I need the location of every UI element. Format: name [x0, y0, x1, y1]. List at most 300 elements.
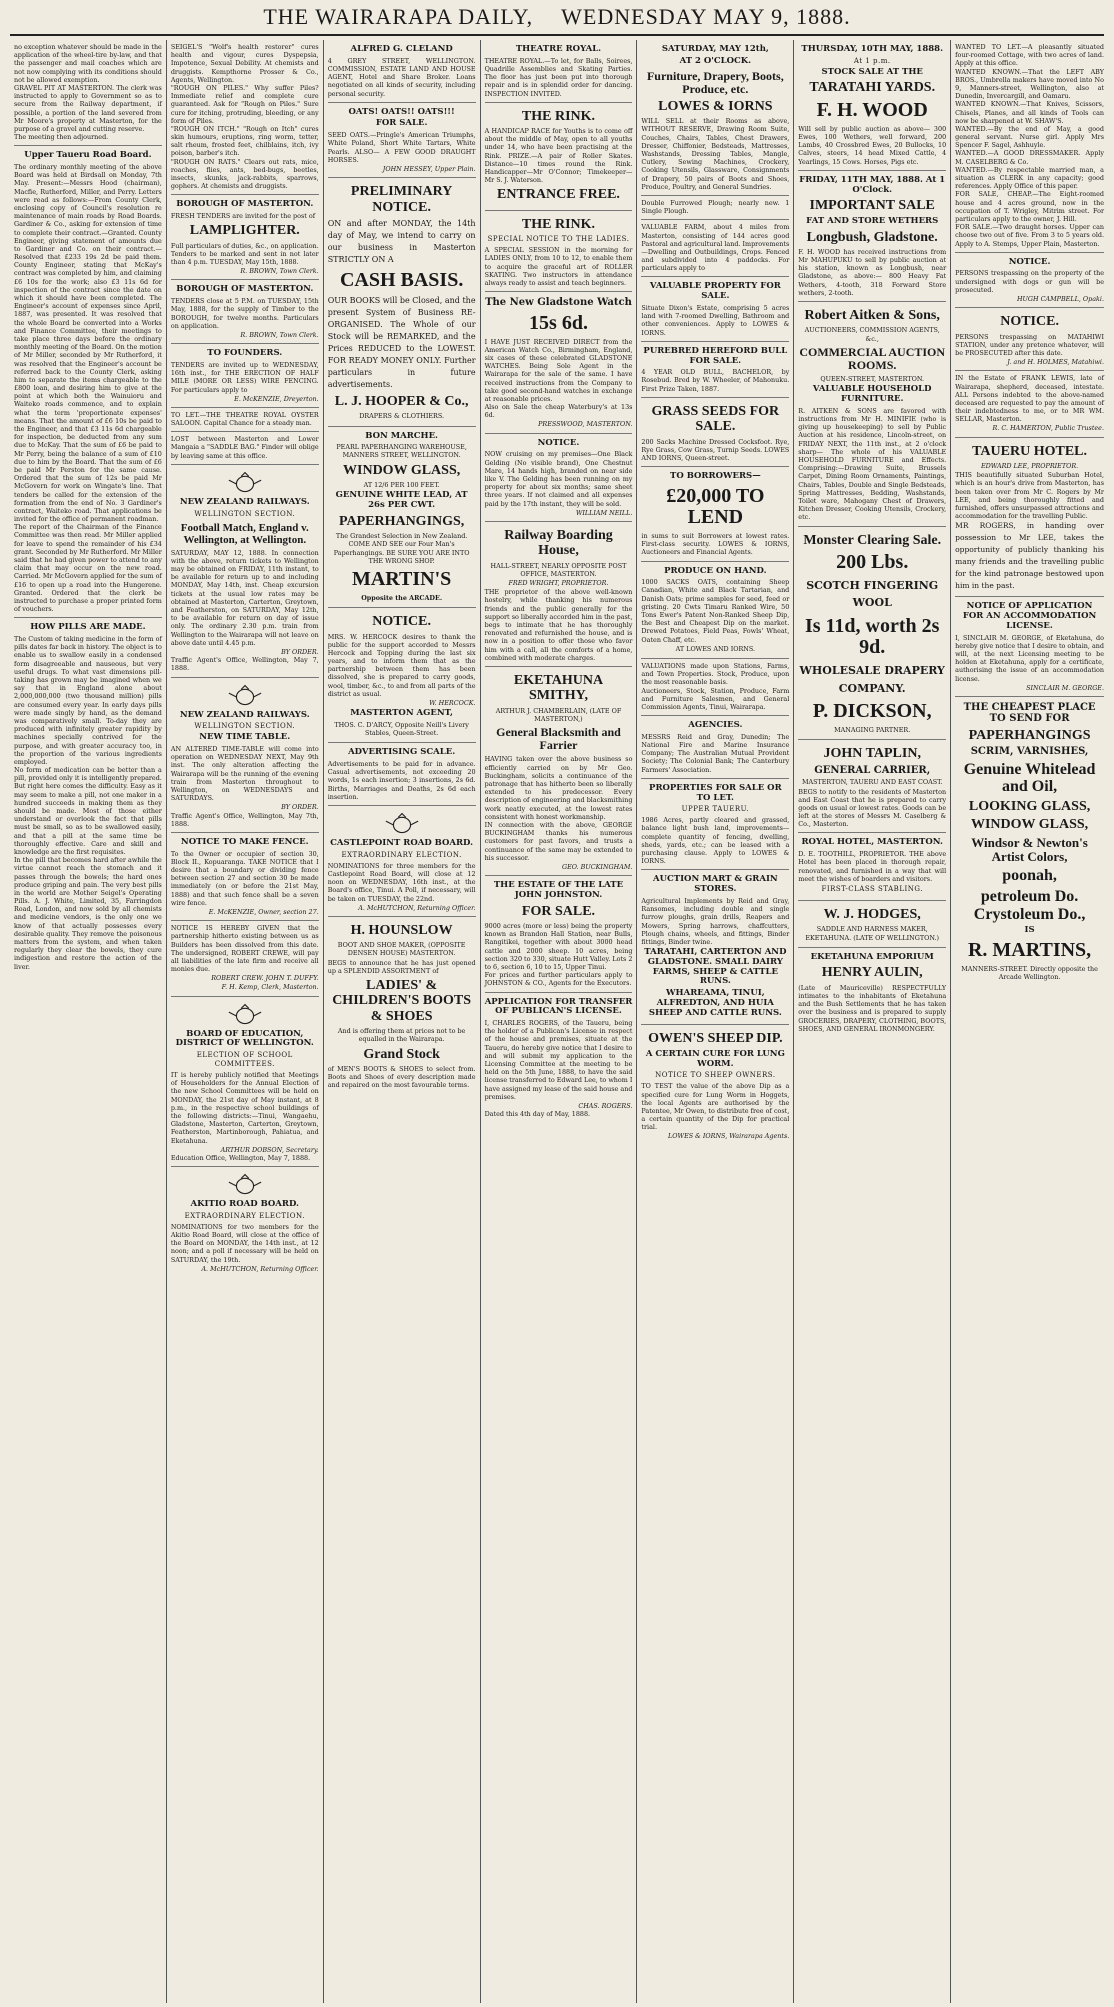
ad-trespass-holmes — [955, 308, 1104, 371]
masthead — [10, 0, 1104, 36]
ad-text: HALL-STREET, NEARLY OPPOSITE POST OFFICE, MASTERTON. — [490, 561, 627, 578]
ad-subheading: ELECTION OF SCHOOL COMMITTEES. — [196, 1051, 293, 1069]
column-6 — [794, 40, 951, 2003]
ad-heading: WHOLESALE DRAPERY COMPANY. — [799, 664, 945, 695]
ad-subheading: NOTICE TO SHEEP OWNERS. — [655, 1071, 776, 1080]
ad-subheading: EXTRAORDINARY ELECTION. — [184, 1211, 305, 1220]
ad-text: BEGS to notify to the residents of Masterton and East Coast that he is prepared to carry goods on usual or lowest rates. Goods can be left at the stores of Messrs M. Caselberg & Co., Masterton. — [798, 787, 947, 829]
ad-text: NOMINATIONS for three members for the Castlepoint Road Board, will close at 12 noon on WEDNESDAY, 16th inst., at the Board's office, Tinui. A Poll, if necessary, will be taken on TUESDAY, the 22nd. — [327, 861, 476, 903]
ad-heading: 15s 6d. — [529, 311, 588, 334]
ad-railways-timetable — [171, 678, 319, 833]
ad-trespass-campbell — [955, 253, 1104, 309]
ad-bull — [641, 342, 789, 398]
ad-emporium — [798, 948, 946, 1037]
ad-bon-marche — [328, 427, 476, 609]
article-text: No form of medication can be better than a pill, provided only it is intelligently prepared. But right here comes the difficulty. Easy as it may seem to make a pill, not one maker in a hundred succeeds in making them as they should be made. Most of those either understand or overlook the fact that pills must be small, so as to be swallowed easily, and that a pill at the same time be thoroughly effective. Care and skill and knowledge are the first requisites. — [14, 766, 162, 856]
ad-signature: W. HERCOCK. — [429, 699, 476, 707]
ad-text: The Grandest Selection in New Zealand. COME AND SEE our Four Man's Paperhangings. BE SURE YOU ARE INTO THE WRONG SHOP. — [333, 532, 470, 565]
ad-text: AN ALTERED TIME-TABLE will come into operation on WEDNESDAY NEXT, May 9th inst. The only alteration affecting the Wairarapa will be the running of the evening train from Masterton throughout to Wellington, on WEDNESDAYS and SATURDAYS. — [170, 745, 319, 803]
ad-heading: GENUINE WHITE LEAD, AT 26s PER CWT. — [335, 490, 468, 511]
ad-heading: Railway Boarding House, — [504, 527, 613, 559]
ad-heading: W. J. HODGES, — [823, 906, 921, 922]
ad-text: TO LET.—THE THEATRE ROYAL OYSTER SALOON. Capital Chance for a steady man. — [170, 410, 319, 428]
ad-heading: NEW TIME TABLE. — [199, 732, 291, 743]
ad-text: Advertisements to be paid for in advance. Casual advertisements, not exceeding 20 words, 1s each insertion; 3 insertions, 2s 6d. Births, Marriages and Deaths, 2s 6d each insertion. — [327, 760, 476, 801]
ad-heading: GRASS SEEDS FOR SALE. — [651, 403, 780, 435]
column-3 — [324, 40, 481, 2003]
ad-signature: CHAS. ROGERS. — [578, 1101, 633, 1110]
ad-signature: FRED WRIGHT, PROPRIETOR. — [508, 579, 609, 588]
ad-text: MESSRS Reid and Gray, Dunedin; The National Fire and Marine Insurance Company; The Australian Mutual Provident Society; The Colonial Bank; The Canterbury Farmers' Association. — [641, 732, 790, 774]
ad-heading: THE RINK. — [521, 216, 596, 232]
ad-signature: R. C. HAMERTON, Public Trustee. — [992, 424, 1104, 433]
ad-text: Education Office, Wellington, May 7, 1888. — [170, 1153, 311, 1162]
ad-akitio — [171, 1167, 319, 1277]
ad-text: SADDLE AND HARNESS MAKER, EKETAHUNA. (LATE OF WELLINGTON.) — [805, 925, 940, 942]
ad-heading: EKETAHUNA EMPORIUM — [810, 951, 934, 962]
ad-railways-football — [171, 465, 319, 678]
ad-text: And is offering them at prices not to be equalled in the Wairarapa. — [337, 1027, 466, 1044]
column-2 — [167, 40, 324, 2003]
ad-license-transfer — [485, 993, 633, 1123]
ad-text: "ROUGH ON PILES." Why suffer Piles? Immediate relief and complete cure guaranteed. Ask for "Rough on Piles." Sure cure for itching, protruding, bleeding, or any form of Piles. — [170, 83, 319, 125]
ad-heading: ADVERTISING SCALE. — [348, 747, 456, 758]
royal-crest-icon — [226, 1003, 264, 1027]
ad-heading: Football Match, England v. Wellington, at Wellington. — [180, 521, 309, 546]
ad-heading: LAMPLIGHTER. — [189, 223, 300, 239]
ad-text: FRESH TENDERS are invited for the post of — [170, 212, 316, 221]
ad-heading: Longbush, Gladstone. — [806, 229, 938, 245]
ad-royal-hotel — [798, 833, 946, 900]
ad-text: THE proprietor of the above well-known hostelry, while thanking his numerous friends and the public generally for the support so liberally accorded him in the past, begs to intimate that he has thoroughly renovated and refurnished the house, and is now in a position to offer those who favor him with a call, all the comforts of a home, combined with moderate charges. — [484, 588, 633, 662]
ad-heading: OATS! OATS!! OATS!!! — [348, 106, 455, 117]
column-1 — [10, 40, 167, 2003]
ad-text: I HAVE JUST RECEIVED DIRECT from the American Watch Co., Birmingham, England, six cases of these celebrated GLADSTONE WATCHES. Being Sole Agent in the Wairarapa for the sale of the same. I have received instructions from the Company to take good second-hand watches in exchange at reasonable prices. — [484, 337, 633, 403]
ad-text: Also on Sale the cheap Waterbury's at 13s 6d. — [484, 403, 633, 420]
ad-text: LOST between Masterton and Lower Mangaia a "SADDLE BAG." Finder will oblige by leaving same at this office. — [170, 435, 319, 460]
ad-text: "ROUGH ON ITCH." "Rough on Itch" cures skin humours, eruptions, ring worm, tetter, salt rheum, frosted feet, chilblains, itch, ivy poison, barber's itch. — [170, 124, 319, 158]
ad-heading: MASTERTON AGENT, — [350, 708, 454, 719]
ad-heading: WHAREAMA, TINUI, ALFREDTON, AND HUIA SHEEP AND CATTLE RUNS. — [648, 988, 782, 1018]
ad-signature: SINCLAIR M. GEORGE. — [1026, 683, 1104, 692]
ad-hounslow — [328, 917, 476, 1094]
ad-text: VALUATIONS made upon Stations, Farms, and Town Properties. Stock, Produce, upon the most reasonable basis. — [641, 661, 790, 687]
ad-heading: WINDOW GLASS, — [343, 462, 461, 478]
columns — [10, 40, 1108, 2003]
ad-heading: THE RINK. — [521, 108, 596, 124]
ad-text: in sums to suit Borrowers at lowest rates. First-class security. LOWES & IORNS, Auctioneers and Financial Agents. — [641, 531, 790, 557]
ad-heading: VALUABLE HOUSEHOLD FURNITURE. — [812, 384, 932, 405]
ad-heading: PRELIMINARY NOTICE. — [350, 184, 453, 215]
ad-text: IN the Estate of FRANK LEWIS, late of Wairarapa, shepherd, deceased, intestate. ALL Persons indebted to the above-named deceased are requested to pay the amount of their indebtedness to me, or to MR WM. SELLAR, Masterton. — [955, 374, 1104, 424]
ad-clearing-sale — [798, 527, 946, 741]
ad-subheading: SPECIAL NOTICE TO THE LADIES. — [487, 235, 630, 244]
ad-signature: E. McKENZIE, Owner, section 27. — [208, 907, 319, 916]
ad-text: MASTERTON, TAUERU AND EAST COAST. — [801, 778, 943, 787]
ad-hooper — [328, 178, 476, 426]
ad-text: For prices and further particulars apply to JOHNSTON & CO., Agents for the Executors. — [484, 971, 633, 988]
ad-founders — [171, 344, 319, 408]
ad-partnership — [171, 921, 319, 997]
ad-heading: NOTICE. — [372, 614, 431, 630]
ad-heading: Robert Aitken & Sons, — [804, 308, 940, 324]
ad-signature: HUGH CAMPBELL, Opaki. — [1016, 295, 1104, 304]
ad-text: NOW cruising on my premises—One Black Gelding (No visible brand), One Chestnut Mare, 14 hands high, branded on near side like V. The Gelding has been running on my property for about six months; same sheet three years. If not claimed and all expenses paid by the 17th instant, they will be sold. — [484, 450, 633, 508]
ad-text: AUCTIONEERS, COMMISSION AGENTS, &c., — [804, 326, 940, 343]
ad-text: TENDERS close at 5 P.M. on TUESDAY, 15th May, 1888, for the supply of Timber to the BOROUGH, for twelve months. Particulars on application. — [170, 297, 319, 330]
royal-crest-icon — [383, 812, 421, 836]
ad-text: PERSONS trespassing on the property of the undersigned with dogs or gun will be prosecuted. — [955, 269, 1104, 294]
ad-heading: SATURDAY, MAY 12th, — [661, 44, 769, 54]
classified-text: WANTED TO LET.—A pleasantly situated four-roomed Cottage, with two acres of land. Apply at this office. — [955, 43, 1104, 68]
ad-heading: VALUABLE PROPERTY FOR SALE. — [649, 281, 781, 302]
ad-text: QUEEN-STREET, MASTERTON. — [820, 375, 925, 384]
ad-text: AT 12/6 PER 100 FEET. — [363, 481, 440, 490]
ad-heading: NOTICE. — [537, 437, 580, 448]
ad-heading: HENRY AULIN, — [821, 965, 923, 981]
ad-heading: BON MARCHE. — [365, 430, 439, 441]
ad-lowes-sale — [641, 40, 789, 196]
ad-heading: COMMERCIAL AUCTION ROOMS. — [799, 344, 946, 372]
article-text: The Custom of taking medicine in the form of pills dates far back in history. The object is to enable us to swallow easily in a condensed form disagreeable and nauseous, but very useful drugs. To what vast dimensions pill-taking has grown may be imagined when we say that in England alone about 2,000,000,000 (two thousand million) pills are consumed every year. In early days pills were made singly by hand, as the demand was comparatively small. To-day they are produced with infinitely greater rapidity by machines specially contrived for the purpose, and with greater accuracy too, in the proportion of the various ingredients employed. — [14, 635, 162, 766]
ad-wanted-classifieds — [955, 40, 1104, 253]
ad-text: A SPECIAL SESSION in the morning for LADIES ONLY, from 10 to 12, to enable them to acquire the graceful art of ROLLER SKATING. Two instructors in attendance always ready to assist and teach beginners. — [484, 246, 633, 287]
ad-text: Opposite the ARCADE. — [361, 593, 443, 602]
ad-theatre-royal — [485, 40, 633, 103]
ad-rink-race — [485, 103, 633, 211]
ad-heading: SCRIM, VARNISHES, — [970, 746, 1089, 758]
ad-signature: WILLIAM NEILL. — [575, 508, 633, 517]
ad-text: THOS. C. D'ARCY, Opposite Neill's Livery Stables, Queen-Street. — [334, 720, 469, 738]
classified-text: FOR SALE.—Two draught horses. Upper can choose two out of five. From 3 to 5 years old. Apply to A. Stemps, Upper Plain, Masterton. — [955, 223, 1104, 248]
ad-signature: LOWES & IORNS, Wairarapa Agents. — [668, 1132, 790, 1141]
ad-text: WILL SELL at their Rooms as above, WITHOUT RESERVE, Drawing Room Suite, Couches, Chairs, Tables, Chest Drawers, Dresser, Chiffonier, Bedsteads, Mattresses, Washstands, Dressing Tables, Mangle, Cutlery, Sewing Machines, Crockery, Cooking Utensils, Glassware, Consignments of Drapery, 50 pairs of Boots and Shoes, Produce, Poultry, and General Sundries. — [641, 117, 790, 191]
ad-text: NOTICE IS HEREBY GIVEN that the partnership hitherto existing between us as Builders has been dissolved from this date. The undersigned, ROBERT CREWE, will pay all liabilities of the late firm and receive all monies due. — [170, 924, 319, 974]
ad-heading: AT 2 O'CLOCK. — [679, 55, 752, 66]
ad-heading: JOHN TAPLIN, — [823, 746, 921, 762]
ad-heading: H. HOUNSLOW — [350, 922, 453, 938]
ad-text: Auctioneers, Stock, Station, Produce, Farm and Furniture Salesmen, and General Commission Agents, Tinui, Wairarapa. — [641, 686, 790, 711]
ad-text: 200 Sacks Machine Dressed Cocksfoot. Rye, Rye Grass, Cow Grass, Turnip Seeds. LOWES AND IORNS, Queen-street. — [641, 437, 790, 463]
ad-heading: CASH BASIS. — [339, 268, 464, 291]
ad-heading: NEW ZEALAND RAILWAYS. — [179, 496, 310, 507]
ad-heading: SCOTCH FINGERING WOOL — [806, 578, 939, 610]
ad-heading: NOTICE OF APPLICATION FOR AN ACCOMMODATION LICENSE. — [962, 601, 1097, 631]
ad-heading: ENTRANCE FREE. — [497, 187, 620, 203]
classified-text: FOR SALE, CHEAP.—The Eight-roomed house and 4 acres ground, now in the occupation of T. Wrigley, Mitrim street. For particulars apply to the owner, J. Hill. — [955, 190, 1104, 223]
ad-signature: A. McHUTCHON, Returning Officer. — [358, 903, 476, 912]
ad-castlepoint — [328, 806, 476, 917]
ad-subheading: WELLINGTON SECTION. — [194, 722, 296, 731]
ad-signature: J. and H. HOLMES, Matahiwi. — [1007, 358, 1104, 367]
article-road-board — [14, 146, 162, 618]
ad-text: 4 YEAR OLD BULL, BACHELOR, by Rosebud. Bred by W. Wheeler, of Mahonuku. First Prize Taken, 1887. — [641, 368, 790, 393]
ad-sheep-dip — [641, 1025, 789, 1144]
ad-text: ON and after MONDAY, the 14th day of May, we intend to carry on our business in Masterton STRICTLY ON A — [327, 218, 476, 264]
ad-heading: GENERAL CARRIER, — [814, 764, 931, 776]
ad-text: Full particulars of duties, &c., on application. Tenders to be marked and sent in not later than 4 p.m. TUESDAY, May 15th, 1888. — [170, 241, 319, 267]
ad-heading: AKITIO ROAD BOARD. — [190, 1199, 299, 1210]
ad-heading: TO FOUNDERS. — [207, 348, 283, 359]
ad-hercock — [328, 608, 476, 743]
ad-auction-mart — [641, 870, 789, 1025]
ad-heading: WINDOW GLASS, — [970, 817, 1089, 833]
article-pills — [14, 618, 162, 974]
ad-longbush — [798, 171, 946, 302]
ad-signature: ROBERT CREW. JOHN T. DUFFY. — [211, 974, 319, 983]
ad-text: Double Furrowed Plough; nearly new. 1 Single Plough. — [641, 198, 790, 216]
ad-text: 4 GREY STREET, WELLINGTON. COMMISSION, ESTATE LAND AND HOUSE AGENT, Hotel and Share Broker. Loans negotiated on all kinds of security, including personal security. — [327, 56, 476, 98]
ad-heading: L. J. HOOPER & Co., — [334, 393, 469, 409]
ad-text: 9000 acres (more or less) being the property known as Brandon Hall Station, near Bulls, Rangitikei, together with about 3000 head cattle and 2000 sheep. 10 acres, being section 320 to 330, situate Hutt Valley. Lots 2 to 6, section 6, 10 to 15, Upper Tinui. — [484, 922, 633, 971]
ad-heading: TO BORROWERS— — [670, 471, 761, 482]
ad-seeds — [641, 398, 789, 467]
ad-heading: BOARD OF EDUCATION, DISTRICT OF WELLINGTON. — [175, 1028, 314, 1049]
ad-signature: E. McKENZIE, Dreyerton. — [234, 394, 319, 403]
ad-heading: TARATAHI, CARTERTON AND GLADSTONE. SMALL DAIRY FARMS, SHEEP & CATTLE RUNS. — [644, 947, 787, 987]
ad-signature: A. McHUTCHON, Returning Officer. — [201, 1264, 319, 1273]
ad-heading: Genuine Whitelead and Oil, — [963, 760, 1096, 796]
ad-heading: £20,000 TO LEND — [666, 484, 765, 528]
ad-text: (Late of Mauriceville) RESPECTFULLY intimates to the inhabitants of Eketahuna and the Bush Settlements that he has taken over the business and is prepared to supply GROCERIES, DRAPERY, CLOTHING, BOOTS, SHOES, AND GENERAL IRONMONGERY. — [798, 983, 947, 1033]
ad-signature: EDWARD LEE, PROPRIETOR. — [980, 462, 1079, 471]
classified-text: WANTED.—By respectable married man, a situation as CLERK in any capacity; good references. Apply Office of this paper. — [955, 165, 1104, 191]
ad-heading: The New Gladstone Watch — [485, 297, 632, 309]
column-5 — [637, 40, 794, 2003]
ad-seigel — [171, 40, 319, 195]
ad-text: To the Owner or occupier of section 30, Block II., Kopuaranga. TAKE NOTICE that I desire that a boundary or dividing fence between section 27 and section 30 be made immediately (on or before the 21st May, 1888) and that such fence shall be a seven wire fence. — [170, 849, 319, 907]
ad-heading: THE ESTATE OF THE LATE JOHN JOHNSTON. — [493, 880, 624, 900]
ad-text: PEARL PAPERHANGING WAREHOUSE, MANNERS STREET, WELLINGTON. — [336, 443, 467, 460]
ad-notice-horses — [485, 434, 633, 522]
ad-signature: AT LOWES AND IORNS. — [675, 644, 756, 653]
ad-text: MANNERS-STREET. Directly opposite the Arcade Wellington. — [961, 964, 1098, 982]
ad-signature: F. H. Kemp, Clerk, Masterton. — [221, 983, 319, 992]
ad-text: of MEN'S BOOTS & SHOES to select from. Boots and Shoes of every description made and repaired on the most favourable terms. — [327, 1064, 476, 1090]
ad-heading: PUREBRED HEREFORD BULL FOR SALE. — [643, 345, 788, 366]
classified-text: WANTED.—A GOOD DRESSMAKER. Apply M. CASELBERG & Co. — [955, 149, 1104, 166]
masthead-date: WEDNESDAY MAY 9, 1888. — [561, 4, 851, 29]
article-text: The report of the Chairman of the Finance Committee was then read. Mr Miller applied for leave to spend the remainder of his £34 grant. Seconded by Mr Rutherford. Mr Miller said that he had given power to attend to any claim that may occur on the new road. Carried. Mr McGovern applied for the sum of £16 to open up a road into the Hungerene. Granted. Ordered that the clerk be instructed to purchase a proper printed form of vouchers. — [14, 523, 162, 614]
ad-produce — [641, 562, 789, 659]
ad-signature: ARTHUR DOBSON, Secretary. — [220, 1145, 319, 1154]
article-text: The meeting then adjourned. — [14, 133, 109, 142]
ad-heading: Is 11d, worth 2s 9d. — [804, 615, 940, 659]
ad-text: D. E. TOOTHILL, PROPRIETOR. THE above Hotel has been placed in thorough repair, renovated, and furnished in a way that will meet the wishes of boarders and visitors. — [798, 850, 947, 883]
ad-taplin — [798, 740, 946, 833]
ad-hodges — [798, 901, 946, 948]
ad-heading: F. H. WOOD — [816, 98, 928, 121]
ad-heading: PRODUCE ON HAND. — [664, 565, 767, 576]
article-text: no exception whatever should be made in the application of the wheel-tire by-law, and that the passenger and mail coaches which are not now complying with its conditions should not be allowed exemption. — [14, 43, 162, 84]
ad-text: MR ROGERS, in handing over possession to Mr LEE, takes the opportunity of publicly thanking his many friends and the travelling public for the kind patronage bestowed upon him in the past. — [955, 521, 1104, 591]
ad-text: R. AITKEN & SONS are favored with instructions from Mr H. MINIFIE (who is giving up housekeeping) to sell by Public Auction at his residence, Lincoln-street, on FRIDAY NEXT, the 11th inst., at 2 o'clock sharp— The whole of his VALUABLE HOUSEHOLD FURNITURE and Effects. Comprising:—Drawing Suite, Brussels Carpet, Dining Room Ornaments, Paintings, Chairs, Tables, Double and Single Bedsteads, Spring Mattresses, Bedding, Washstands, Toilet ware, Mahogany Chest of Drawers, Kitchen Dresser, Cooking Utensils, Crockery, etc. — [798, 406, 947, 522]
ad-heading: P. DICKSON, — [812, 700, 932, 723]
article-wheel-tire — [14, 40, 162, 146]
ad-heading: EKETAHUNA SMITHY, — [513, 672, 604, 704]
ad-heading: Furniture, Drapery, Boots, Produce, etc. — [646, 68, 784, 96]
ad-heading: MARTIN'S — [351, 567, 452, 590]
ad-heading: Monster Clearing Sale. — [803, 532, 942, 548]
ad-text: Situate Dixon's Estate, comprising 5 acres land with 7-roomed Dwelling, Bathroom and other conveniences. Apply to LOWES & IORNS. — [641, 304, 790, 337]
classified-text: WANTED.—By the end of May, a good general servant. Nurse girl. Apply Mrs Spencer F. Sagel, Ashhuyle. — [955, 124, 1104, 150]
ad-text: 1000 SACKS OATS, containing Sheep Canadian, White and Black Tartarian, and Danish Oats; prime samples for seed, feed or gristing. 20 Cwts Timaru Ranked Wire, 50 Tons Ewer's Patent Non-Ranked Sheep Dip, the Best and Cheapest Dip on the market. Drewed Potatoes, Field Peas, Fowls' Wheat, Oaten Chaff, etc. — [641, 578, 790, 644]
ad-martins — [955, 697, 1104, 986]
ad-heading: AUCTION MART & GRAIN STORES. — [652, 874, 778, 895]
article-text: GRAVEL PIT AT MASTERTON. The clerk was instructed to apply to Government so as to secure from the Railway department, if possible, a portion of the land severed from Mr Moore's property at Masterton, for the purpose of a gravel and cutting reserve. — [14, 83, 162, 133]
ad-text: "ROUGH ON RATS." Clears out rats, mice, roaches, flies, ants, bed-bugs, beetles, insects, skunks, jack-rabbits, sparrows, gophers. At chemists and druggists. — [170, 157, 319, 191]
ad-lost — [171, 432, 319, 465]
ad-text: SEED OATS.—Pringle's American Triumphs, White Poland, Short White Tartars, White Pearls. ALSO— A FEW GOOD DRAUGHT HORSES. — [327, 131, 476, 164]
ad-subheading: EXTRAORDINARY ELECTION. — [341, 850, 462, 859]
ad-subheading: UPPER TAUERU. — [681, 805, 750, 814]
ad-heading: LOOKING GLASS, — [968, 799, 1091, 815]
article-text: The ordinary monthly meeting of the above Board was held at Birdsall on Monday, 7th May. Present:—Messrs Hood (chairman), Macfie, Rutherford, Miller, and Perry. Letters were read as follows:—From County Clerk, enclosing copy of Council's resolution re maintenance of main roads by Road Boards. Gardiner & Co., asking for extension of time to complete their contract.—Granted. County Engineer, giving statement of amounts due to Gardiner and Co. on their contract.—Resolved that £233 19s 2d be paid them. County Engineer, stating that McKay's contract was completed by him, and claiming £6 10s for the work; also £3 11s 6d for inspection of the contract since the date on which it should have been completed. The Engineer's account of expenses since April, 1887, was presented. It was resolved that the whole Board be converted into a Works and Finance Committee, their meetings to take place three days before the ordinary monthly meeting of the Board. On the motion of Mr Miller, seconded by Mr Rutherford, it was resolved that the Engineer's account be referred back to the County Clerk, asking him to separate the items chargeable to the £800 loan, and desiring him to give at the point at which both the Wainuioru and Waiteko roads commence, and to explain what the term 'proportionate expenses' means. That the amount of £6 10s be paid to the Engineer, and that £3 11s 6d chargeable for inspection, be deducted from any sum due to McKay. That the sum of £6 be paid to Mr Perry, being the balance of a sum of £10 due to him by the Board. That the sum of £6 be paid Mr Perston for the same cause. Ordered that the sum of 12s be paid Mr McGovern for work on Wingate's line. That tenders be called for the extension of the formation from the end of No. 3 Gardiner's contract, Waiteko road. That applications be invited for the office of permanent roadman. — [14, 163, 162, 524]
ad-heading: 200 Lbs. — [836, 550, 909, 573]
ad-heading: AGENCIES. — [688, 720, 743, 731]
ad-plough — [641, 196, 789, 220]
ad-fence-notice — [171, 833, 319, 921]
ad-text: BOOT AND SHOE MAKER, (OPPOSITE DENSEN HOUSE) MASTERTON. — [337, 941, 466, 958]
ad-text: BEGS to announce that he has just opened up a SPLENDID ASSORTMENT of — [327, 958, 476, 975]
ad-heading: R. MARTINS, — [967, 938, 1092, 961]
ad-heading: FOR SALE. — [375, 118, 428, 129]
ad-heading: BOROUGH OF MASTERTON. — [176, 284, 314, 295]
article-heading: HOW PILLS ARE MADE. — [30, 622, 146, 633]
article-heading: Upper Taueru Road Board. — [24, 150, 152, 161]
ad-estate-lewis — [955, 371, 1104, 437]
ad-text: THIS beautifully situated Suburban Hotel, which is an hour's drive from Masterton, has been taken over from Mr C. Rogers by Mr LEE, and being thoroughly fitted and furnished, offers unsurpassed attractions and accommodation for the travelling Public. — [955, 471, 1104, 521]
ad-oats — [328, 103, 476, 178]
ad-heading: IMPORTANT SALE — [809, 198, 935, 214]
article-text: In the pill that becomes hard after awhile the virtue cannot reach the stomach and it passes through the bowels; the hard ones produce griping and pain. The very best pills in the world are Mother Seigel's Operating Pills. A. J. White, Limited, 35, Farringdon Road, London, and now sold by all chemists and medicine vendors, is the only one we know of that actually possesses every desirable quality. They remove the poisonous matters from the system, and when taken regularly they clear the bowels, they cure indigestion and restore the action of the liver. — [14, 856, 162, 971]
ad-heading: A CERTAIN CURE FOR LUNG WORM. — [645, 1048, 785, 1069]
ad-rink-ladies — [485, 211, 633, 292]
ad-heading: PAPERHANGINGS, — [338, 513, 465, 529]
ad-heading: CASTLEPOINT ROAD BOARD. — [330, 838, 474, 849]
ad-gladstone-watch — [485, 292, 633, 434]
ad-text: HAVING taken over the above business so efficiently carried on by Mr Geo. Buckingham, solicits a continuance of the patronage that has hitherto been so liberally extended to his predecessor. Every description of engineering and blacksmithing work neatly executed, at the lowest rates consistent with honest workmanship. — [484, 755, 633, 821]
ad-heading: THURSDAY, 10TH MAY, 1888. — [801, 44, 944, 54]
classified-text: WANTED KNOWN.—That Knives, Scissors, Chisels, Planes, and all kinds of Tools can now be sharpened at W. SHAW'S. — [955, 100, 1104, 125]
ad-accommodation-license — [955, 597, 1104, 697]
ad-text: Traffic Agent's Office, Wellington, May 7th, 1888. — [170, 811, 319, 828]
royal-crest-icon — [226, 684, 264, 708]
ad-signature: PRESSWOOD, MASTERTON. — [538, 420, 633, 429]
ad-text: MANAGING PARTNER. — [834, 726, 911, 735]
ad-cleland — [328, 40, 476, 103]
ad-heading: FRIDAY, 11TH MAY, 1888. At 1 O'Clock. — [799, 174, 946, 195]
ad-text: DRAPERS & CLOTHIERS. — [359, 412, 445, 421]
ad-text: A HANDICAP RACE for Youths is to come off about the middle of May, open to all youths under 14, who have been practising at the Rink. PRIZE.—A pair of Roller Skates. Distance—10 times round the Rink. Handicapper—Mr O'Connor; Timekeeper—Mr S. J. Waterson. — [484, 127, 633, 185]
ad-subheading: FIRST-CLASS STABLING. — [821, 884, 923, 893]
ad-heading: NEW ZEALAND RAILWAYS. — [179, 709, 310, 720]
ad-text: TENDERS are invited up to WEDNESDAY, 16th inst., for THE ERECTION OF HALF MILE (MORE OR LESS) WIRE FENCING. For particulars apply to — [170, 360, 319, 394]
ad-heading: THE CHEAPEST PLACE TO SEND FOR — [963, 701, 1096, 725]
ad-smithy — [485, 667, 633, 876]
ad-subheading: WELLINGTON SECTION. — [194, 509, 296, 518]
ad-heading: NOTICE. — [1008, 256, 1051, 267]
ad-text: I, SINCLAIR M. GEORGE, of Eketahuna, do hereby give notice that I desire to obtain, and will, at the next Licensing meeting to be holden at Eketahuna, apply for a certificate, authorising the issue of an accommodation license. — [955, 633, 1104, 683]
ad-heading: NOTICE TO MAKE FENCE. — [180, 836, 309, 847]
ad-heading: LOWES & IORNS — [658, 98, 773, 114]
ad-text: SEIGEL'S "Wolf's health restorer" cures health and vigour, cures Dyspepsia, Impotence, Sexual Debility. At chemists and druggists. Kempthorne Prosser & Co., Agents, Wellington. — [170, 43, 319, 84]
ad-heading: THEATRE ROYAL. — [515, 44, 602, 54]
ad-text: NOMINATIONS for two members for the Akitio Road Board, will close at the office of the Board on MONDAY, the 14th inst., at 12 noon; and a poll if necessary will be held on SATURDAY, the 19th. — [170, 1222, 319, 1264]
ad-heading: petroleum Do. Crystoleum Do., — [973, 888, 1086, 923]
column-4 — [481, 40, 638, 2003]
ad-timber — [171, 280, 319, 344]
ad-properties — [641, 779, 789, 871]
ad-heading: General Blacksmith and Farrier — [496, 725, 621, 753]
ad-stock-sale — [798, 40, 946, 171]
ad-advertising-scale — [328, 743, 476, 806]
ad-text: SATURDAY, MAY 12, 1888. In connection with the above, return tickets to Wellington may be obtained on FRIDAY, 11th instant, to be available for return up to and including MONDAY, May 14th, inst. Cheap excursion tickets at the usual low rates may be obtained at Masterton, Carterton, Greytown, and Featherston, on SATURDAY, May 12th, to be available for return on day of issue only. The ordinary 2.30 p.m. train from Wellington to the Wairarapa will not leave on above date until 4.45 p.m. — [170, 548, 319, 647]
ad-heading: TARATAHI YARDS. — [809, 80, 936, 96]
ad-text: TO TEST the value of the above Dip as a specified cure for Lung Worm in Hoggets, the local Agents are authorised by the Patentee, Mr Owen, to distribute free of cost, a certain quantity of the Dip for practical trial. — [641, 1082, 790, 1132]
ad-text: MRS. W. HERCOCK desires to thank the public for the support accorded to Messrs Hercock and Topping during the last six years, and to inform them that as the partnership between them has been dissolved, she is prepared to carry goods, wool, timber, &c., to and from all parts of the district as usual. — [327, 632, 476, 698]
ad-heading: PROPERTIES FOR SALE OR TO LET. — [649, 782, 782, 803]
ad-signature: JOHN HESSEY, Upper Plain. — [382, 164, 476, 173]
ad-text: Will sell by public auction as above— 300 Ewes, 100 Wethers, well forward, 200 Lambs, 40 Crossbred Ewes, 20 Bullocks, 10 Calves, steers, 14 head Mixed Cattle, 4 Yearlings, 15 Cows. Horses, Pigs etc. — [798, 124, 947, 166]
ad-heading: TAUERU HOTEL. — [972, 443, 1087, 459]
ad-heading: APPLICATION FOR TRANSFER OF PUBLICAN'S LICENSE. — [484, 996, 633, 1017]
ad-text: Dated this 4th day of May, 1888. — [484, 1110, 591, 1119]
ad-heading: Grand Stock — [363, 1046, 440, 1062]
royal-crest-icon — [226, 471, 264, 495]
ad-agencies — [641, 716, 789, 779]
ad-heading: ALFRED G. CLELAND — [350, 44, 453, 54]
royal-crest-icon — [226, 1173, 264, 1197]
ad-heading: FAT AND STORE WETHERS — [806, 215, 939, 226]
ad-text: IT is hereby publicly notified that Meetings of Householders for the Annual Election of the new School Committees will be held on MONDAY, the 21st day of May instant, at 8 p.m., in the respective school buildings of the following districts:—Tinui, Wangaehu, Gladstone, Masterton, Carterton, Greytown, Featherston, Martinborough, Pahiatua, and Eketahuna. — [170, 1071, 319, 1145]
ad-text: VALUABLE FARM, about 4 miles from Masterton, consisting of 144 acres good Pastoral and agricultural land. Improvements—Dwelling and Outbuildings, Crops. Fenced and subdivided into 4 paddocks. For particulars apply to — [641, 223, 790, 273]
ad-valuations — [641, 659, 789, 716]
ad-to-let — [171, 408, 319, 432]
classified-text: WANTED KNOWN.—That the LEFT ABY BROS., Umbrella makers have moved into No 9, Manners-street, Wellington, also at Dunedin, Invercargill, and Oamaru. — [955, 67, 1104, 101]
ad-education — [171, 997, 319, 1168]
ad-text: ARTHUR J. CHAMBERLAIN, (LATE OF MASTERTON,) — [495, 706, 622, 723]
masthead-title: THE WAIRARAPA DAILY, — [263, 4, 534, 29]
ad-property — [641, 277, 789, 341]
ad-text: I, CHARLES ROGERS, of the Taueru, being the holder of a Publican's License in respect of the house and premises, situate at the Taueru, do hereby give notice that I desire to and will submit my application to the Licensing Committee at the meeting to be held on the 5th June, 1888, to have the said license transferred to Edward Lee, to whom I have assigned my lease of the said house and premises. — [484, 1019, 633, 1101]
ad-heading: poonah, — [1002, 867, 1057, 885]
ad-lend — [641, 467, 789, 561]
ad-heading: ROYAL HOTEL, MASTERTON. — [801, 837, 943, 848]
ad-heading: OWEN'S SHEEP DIP. — [648, 1031, 783, 1047]
ad-signature: R. BROWN, Town Clerk. — [240, 330, 319, 339]
ad-heading: NOTICE. — [1000, 314, 1059, 330]
ad-signature: GEO. BUCKINGHAM. — [561, 862, 633, 871]
ad-heading: BOROUGH OF MASTERTON. — [176, 199, 314, 210]
ad-heading: FOR SALE. — [521, 903, 596, 919]
ad-text: Agricultural Implements by Reid and Gray, Ransomes, including double and single furrow ploughs, grain drills, Reapers and Mowers, Spring harrows, chaffcutters, Plough chains, wheels, and fittings, Binder fittings, Binder twine. — [641, 896, 790, 946]
ad-heading: STOCK SALE AT THE — [821, 66, 923, 77]
ad-signature: R. BROWN, Town Clerk. — [240, 267, 319, 276]
ad-heading: LADIES' & CHILDREN'S BOOTS & SHOES — [332, 978, 472, 1024]
ad-taueru-hotel — [955, 438, 1104, 598]
ad-text: THEATRE ROYAL.—To let, for Balls, Soirees, Quadrille Assemblies and Skating Parties. The floor has just been put into thorough repair and is in splendid order for dancing. INSPECTION INVITED. — [484, 56, 633, 98]
ad-text: F. H. WOOD has received instructions from Mr MAHUPUKU to sell by public auction at his station, known as Longbush, near Gladstone, as above:— 800 Heavy Fat Wethers, 4-tooth, 318 Forward Store wethers, 2-tooth. — [798, 247, 947, 297]
ad-signature: BY ORDER. — [281, 647, 319, 656]
ad-estate — [485, 876, 633, 992]
ad-aitken — [798, 302, 946, 526]
ad-heading: Windsor & Newton's Artist Colors, — [971, 834, 1088, 865]
ad-lamplighter — [171, 195, 319, 280]
ad-text: PERSONS trespassing on MATAHIWI STATION, under any pretence whatever, will be PROSECUTED after this date. — [955, 332, 1104, 357]
ad-heading: PAPERHANGINGS — [968, 727, 1091, 743]
ad-farm — [641, 220, 789, 277]
